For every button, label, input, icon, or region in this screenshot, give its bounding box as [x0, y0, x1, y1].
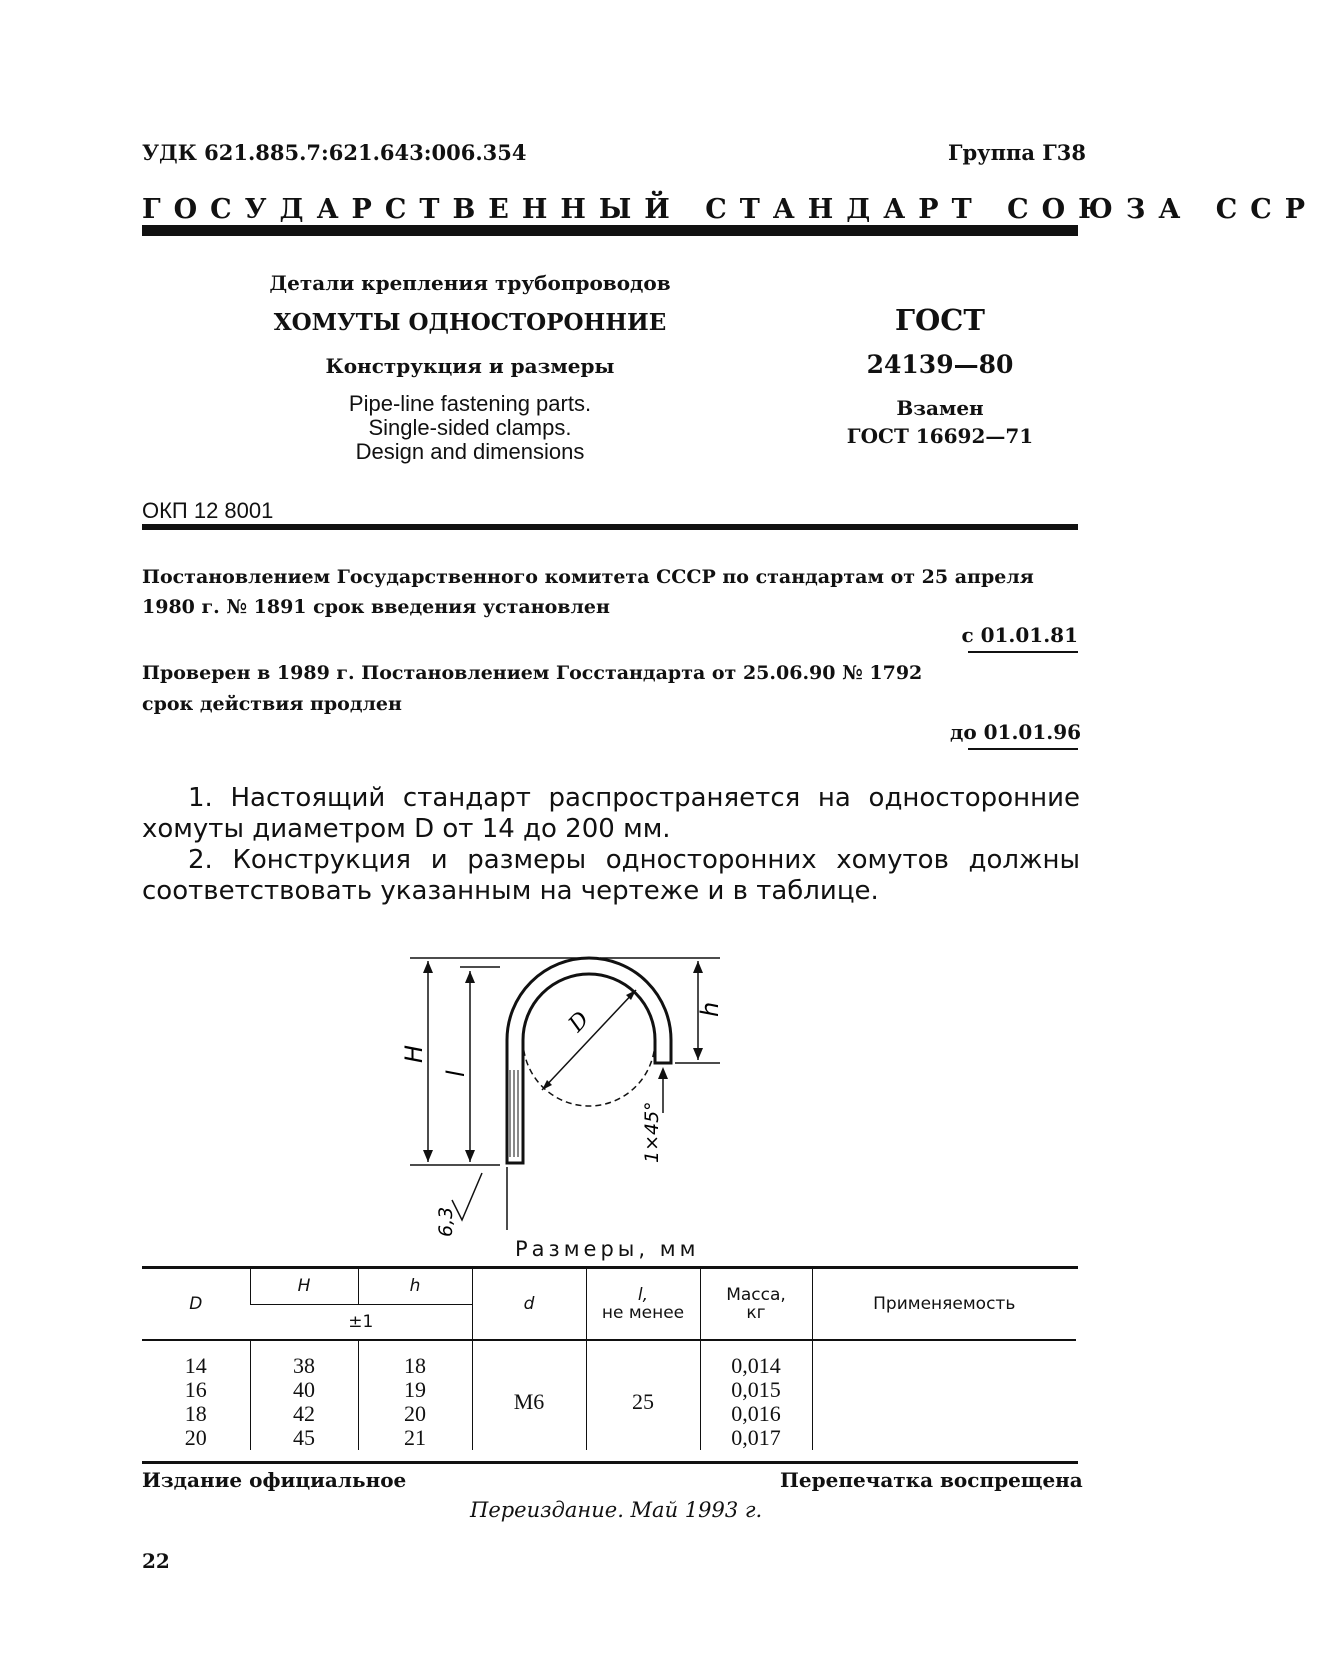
subject-line: Детали крепления трубопроводов — [269, 271, 671, 295]
label-chamfer: 1×45° — [641, 1101, 663, 1163]
okp-rule — [142, 524, 1078, 530]
label-roughness: 6,3 — [435, 1206, 457, 1237]
header-l-sub: не менее — [601, 1302, 685, 1323]
paragraph-2: 2. Конструкция и размеры односторонних хомутов должны соответствовать указанным на чертеже и в таблице. — [142, 845, 1080, 906]
cell-mass: 0,014 — [700, 1354, 812, 1378]
header-mass-unit: кг — [746, 1302, 766, 1323]
replaces-number: ГОСТ 16692—71 — [846, 424, 1034, 448]
cell-D: 20 — [184, 1425, 207, 1450]
cell-h: 21 — [358, 1426, 472, 1450]
checked-line-2: срок действия продлен — [142, 693, 402, 715]
english-line-1: Pipe-line fastening parts. — [348, 391, 592, 416]
label-h: h — [696, 1001, 724, 1017]
decree-date-rule — [968, 651, 1078, 653]
header-H: H — [250, 1268, 358, 1304]
cell-mass: 0,017 — [700, 1426, 812, 1450]
diameter-line — [542, 990, 636, 1090]
cell-h: 18 — [358, 1354, 472, 1378]
okp-code: ОКП 12 8001 — [142, 498, 274, 523]
udk-code: УДК 621.885.7:621.643:006.354 — [142, 140, 527, 165]
cell-H: 38 — [250, 1354, 358, 1378]
cell-mass: 0,015 — [700, 1378, 812, 1402]
english-line-3: Design and dimensions — [355, 439, 585, 464]
cell-D: 18 — [184, 1401, 207, 1426]
group-code: Группа Г38 — [948, 140, 1087, 165]
cell-mass: 0,016 — [700, 1402, 812, 1426]
clamp-right-leg — [655, 1040, 671, 1063]
clamp-left-leg — [507, 1040, 523, 1163]
label-D: D — [564, 1007, 595, 1038]
header-h: h — [358, 1268, 472, 1304]
decree-line-1: Постановлением Государственного комитета СССР по стандартам от 25 апреля — [142, 566, 1034, 588]
checked-line-1: Проверен в 1989 г. Постановлением Госстандарта от 25.06.90 № 1792 — [142, 662, 923, 684]
header-D: D — [142, 1268, 250, 1340]
thread-hatching — [510, 1070, 518, 1157]
cell-H: 45 — [250, 1426, 358, 1450]
paragraph-1: 1. Настоящий стандарт распространяется на односторонние хомуты диаметром D от 14 до 200 мм. — [142, 783, 1080, 844]
checked-date-rule — [968, 748, 1078, 750]
cell-use — [812, 1354, 1076, 1450]
gost-label: ГОСТ — [895, 303, 985, 337]
decree-date: с 01.01.81 — [961, 623, 1078, 647]
reissue-note: Переиздание. Май 1993 г. — [470, 1498, 763, 1522]
english-line-2: Single-sided clamps. — [368, 415, 572, 440]
page-number: 22 — [142, 1549, 170, 1573]
header-d: d — [472, 1268, 586, 1340]
cell-D: 16 — [184, 1377, 207, 1402]
cell-H: 42 — [250, 1402, 358, 1426]
cell-D: 14 — [184, 1353, 207, 1378]
clamp-inner-arc — [523, 974, 655, 1040]
label-H: H — [400, 1044, 428, 1063]
official-edition: Издание официальное — [142, 1468, 407, 1492]
cell-H: 40 — [250, 1378, 358, 1402]
dimensions-table — [142, 1268, 1076, 1450]
doc-title: ХОМУТЫ ОДНОСТОРОННИЕ — [273, 309, 667, 336]
replaces-label: Взамен — [896, 396, 984, 420]
header-l-symbol: l, — [637, 1284, 649, 1305]
doc-subtitle: Конструкция и размеры — [325, 354, 615, 378]
header-mass-label: Масса, — [726, 1284, 786, 1305]
cell-d: М6 — [472, 1354, 586, 1450]
table-row — [142, 1354, 1076, 1378]
table-bottom-rule — [142, 1461, 1078, 1464]
cell-l: 25 — [586, 1354, 700, 1450]
clamp-drawing — [400, 905, 780, 1235]
english-title — [250, 392, 690, 464]
reprint-forbidden: Перепечатка воспрещена — [780, 1468, 1083, 1492]
checked-date: до 01.01.96 — [950, 720, 1082, 744]
cell-h: 19 — [358, 1378, 472, 1402]
label-l: l — [442, 1070, 470, 1077]
header-thick-rule — [142, 225, 1078, 236]
gost-number: 24139—80 — [866, 350, 1014, 379]
table-caption: Размеры, мм — [515, 1237, 700, 1261]
header-tolerance: ±1 — [250, 1304, 472, 1340]
state-standard-title: ГОСУДАРСТВЕННЫЙ СТАНДАРТ СОЮЗА ССР — [142, 194, 1318, 225]
header-l — [586, 1268, 700, 1340]
inner-circle-dashed — [523, 1040, 655, 1106]
decree-line-2: 1980 г. № 1891 срок введения установлен — [142, 596, 610, 618]
cell-h: 20 — [358, 1402, 472, 1426]
header-mass — [700, 1268, 812, 1340]
header-use: Применяемость — [812, 1268, 1076, 1340]
